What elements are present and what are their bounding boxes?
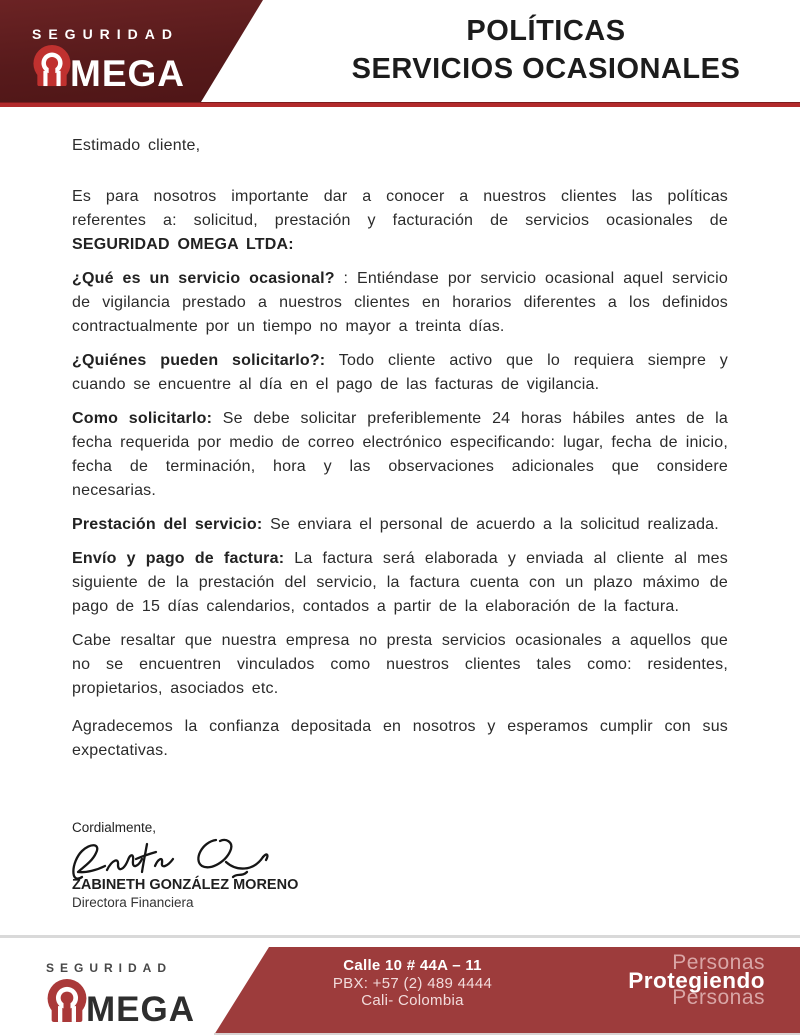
header-red-divider — [0, 102, 800, 107]
letter-body — [72, 134, 728, 773]
signer-role: Directora Financiera — [72, 895, 194, 910]
footer-company-logo — [46, 960, 196, 1029]
omega-keyhole-icon — [32, 45, 72, 93]
address-phone: PBX: +57 (2) 489 4444 — [332, 974, 493, 992]
logo-seguridad-text: SEGURIDAD — [32, 26, 180, 42]
footer-top-divider — [0, 935, 800, 938]
paragraph-envio-pago: Envío y pago de factura: La factura será elaborada y enviada al cliente al mes siguiente de la prestación del servicio, la factura cuenta con un plazo máximo de pago de 15 días calendarios, contados a partir de la elaboración de la factura. — [72, 550, 728, 615]
logo-mega-text: MEGA — [70, 53, 185, 94]
handwritten-signature — [66, 830, 276, 897]
address-street: Calle 10 # 44A – 11 — [343, 957, 482, 974]
footer-logo-mega-text: MEGA — [86, 990, 195, 1029]
footer-logo-seguridad-text: SEGURIDAD — [46, 961, 173, 975]
paragraph-quienes: ¿Quiénes pueden solicitarlo?: Todo cliente activo que lo requiera siempre y cuando se encuentre al día en el pago de las facturas de vigilancia. — [72, 352, 728, 393]
title-line-2: SERVICIOS OCASIONALES — [351, 53, 741, 85]
logo-omega-row — [32, 45, 232, 93]
address-city: Cali- Colombia — [361, 992, 464, 1009]
slogan-line-1: Personas — [672, 951, 765, 974]
greeting: Estimado cliente, — [72, 137, 201, 154]
paragraph-prestacion: Prestación del servicio: Se enviara el personal de acuerdo a la solicitud realizada. — [72, 516, 719, 533]
document-title — [350, 12, 742, 88]
omega-keyhole-icon — [46, 979, 88, 1029]
title-line-1: POLÍTICAS — [466, 15, 626, 47]
signer-name: ZABINETH GONZÁLEZ MORENO — [72, 877, 299, 893]
footer-slogan — [628, 951, 765, 1009]
company-logo — [32, 26, 232, 93]
letterhead — [0, 0, 800, 108]
slogan-line-3: Personas — [672, 986, 765, 1009]
paragraph-cabe-resaltar: Cabe resaltar que nuestra empresa no presta servicios ocasionales a aquellos que no se encuentren vinculados como nuestros clientes tales como: residentes, propietarios, asociados etc. — [72, 632, 728, 697]
paragraph-que-es: ¿Qué es un servicio ocasional? : Entiéndase por servicio ocasional aquel servicio de vigilancia prestado a nuestros clientes en horarios diferentes a los definidos contractualmente por un tiempo no mayor a treinta días. — [72, 270, 728, 335]
slogan-line-2: Protegiendo — [628, 967, 765, 993]
footer-address — [305, 957, 520, 1010]
footer — [0, 935, 800, 1035]
paragraph-intro: Es para nosotros importante dar a conocer a nuestros clientes las políticas referentes a: solicitud, prestación y facturación de servicios ocasionales de SEGURIDAD OMEGA LTDA: — [72, 188, 728, 253]
signature-closing: Cordialmente, — [72, 820, 157, 835]
signature-block — [72, 820, 392, 911]
footer-logo-omega-row — [46, 979, 196, 1029]
paragraph-agradecimiento: Agradecemos la confianza depositada en nosotros y esperamos cumplir con sus expectativas. — [72, 718, 728, 759]
paragraph-como-solicitarlo: Como solicitarlo: Se debe solicitar preferiblemente 24 horas hábiles antes de la fecha requerida por medio de correo electrónico especificando: lugar, fecha de inicio, fecha de terminación, hora y las observaciones adicionales que considere necesarias. — [72, 410, 728, 499]
